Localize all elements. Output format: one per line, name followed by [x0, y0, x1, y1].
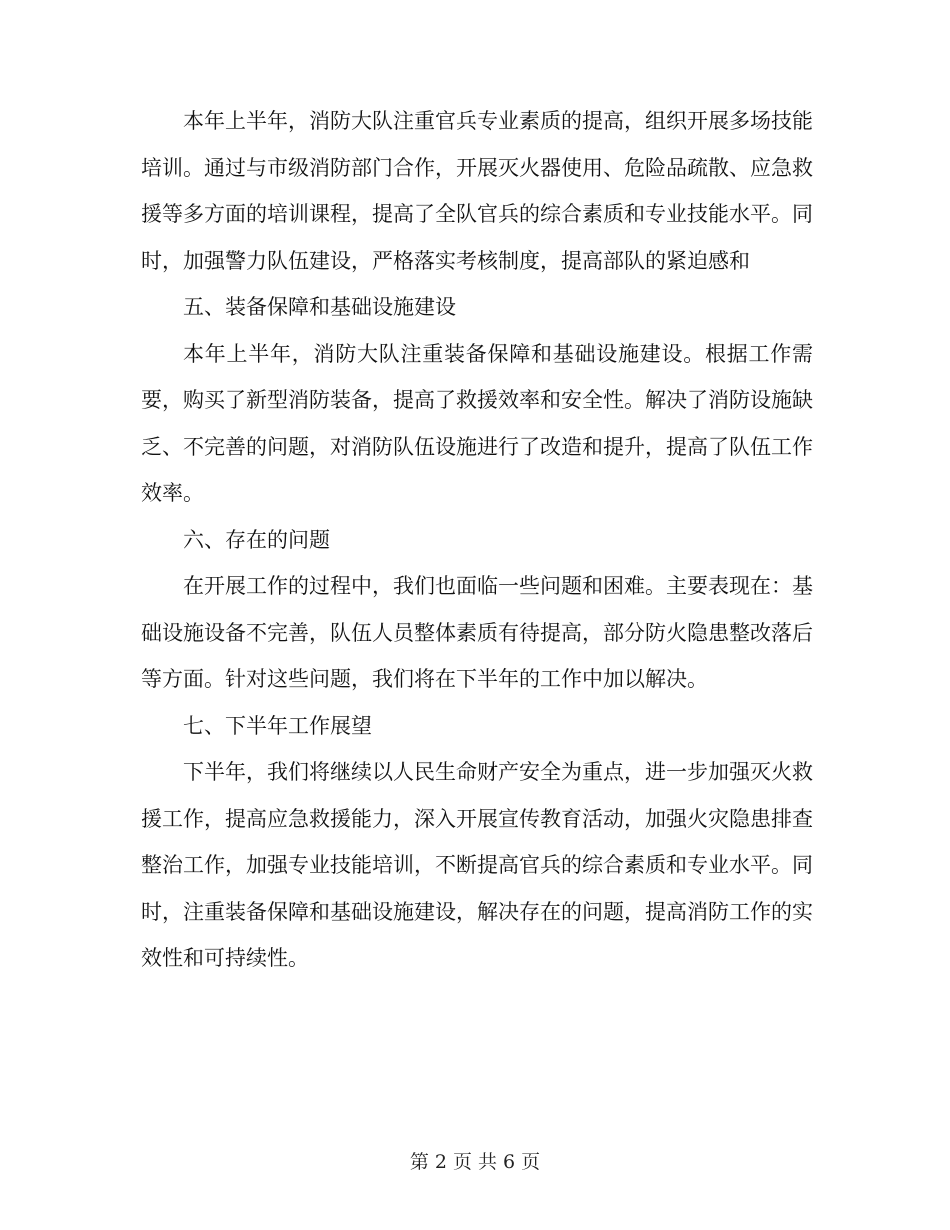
paragraph-equipment: 本年上半年，消防大队注重装备保障和基础设施建设。根据工作需要，购买了新型消防装备，提高了救援效率和安全性。解决了消防设施缺乏、不完善的问题，对消防队伍设施进行了改造和提升，提高了队伍工作效率。	[141, 341, 813, 505]
section-heading-problems: 六、存在的问题	[183, 527, 330, 552]
paragraph-problems: 在开展工作的过程中，我们也面临一些问题和困难。主要表现在：基础设施设备不完善，队伍人员整体素质有待提高，部分防火隐患整改落后等方面。针对这些问题，我们将在下半年的工作中加以解决。	[141, 574, 813, 691]
section-heading-outlook: 七、下半年工作展望	[183, 713, 372, 738]
document-body	[141, 98, 813, 982]
paragraph-training: 本年上半年，消防大队注重官兵专业素质的提高，组织开展多场技能培训。通过与市级消防部门合作，开展灭火器使用、危险品疏散、应急救援等多方面的培训课程，提高了全队官兵的综合素质和专业技能水平。同时，加强警力队伍建设，严格落实考核制度，提高部队的紧迫感和	[141, 109, 813, 273]
page-number-footer: 第 2 页 共 6 页	[409, 1151, 541, 1173]
section-heading-equipment: 五、装备保障和基础设施建设	[183, 295, 456, 319]
paragraph-outlook: 下半年，我们将继续以人民生命财产安全为重点，进一步加强灭火救援工作，提高应急救援能力，深入开展宣传教育活动，加强火灾隐患排查整治工作，加强专业技能培训，不断提高官兵的综合素质和专业水平。同时，注重装备保障和基础设施建设，解决存在的问题，提高消防工作的实效性和可持续性。	[141, 760, 813, 970]
